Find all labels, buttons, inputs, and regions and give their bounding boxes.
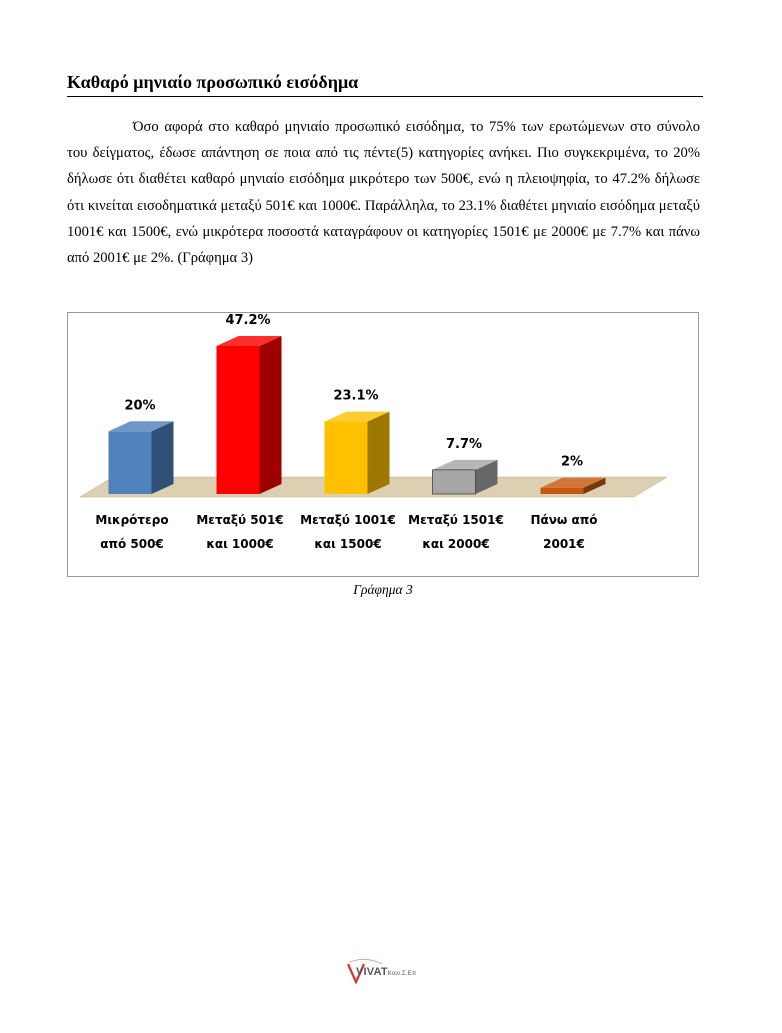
section-title: Καθαρό μηνιαίο προσωπικό εισόδημα [67,72,703,97]
body-paragraph: Όσο αφορά στο καθαρό μηνιαίο προσωπικό εισόδημα, το 75% των ερωτώμενων στο σύνολο του δείγματος, έδωσε απάντηση σε ποια από τις πέντε(5) κατηγορίες ανήκει. Πιο συγκεκριμένα, το 20% δήλωσε ότι διαθέτει καθαρό μηνιαίο εισόδημα μικρότερο των 500€, ενώ η πλειοψηφία, το 47.2% δήλωσε ότι κινείται εισοδηματικά μεταξύ 501€ και 1000€. Παράλληλα, το 23.1% διαθέτει μηνιαίο εισόδημα μεταξύ 1001€ και 1500€, ενώ μικρότερα ποσοστά καταγράφουν οι κατηγορίες 1501€ με 2000€ με 7.7% και πάνω από 2001€ με 2%. (Γράφημα 3) [67,119,700,267]
bar-4-front [433,470,476,494]
category-label-2-line-2: και 1000€ [206,537,274,551]
category-label-1-line-1: Μικρότερο [95,513,169,527]
data-label-2: 47.2% [225,313,271,328]
chart-caption: Γράφημα 3 [353,582,413,597]
bar-3-side [368,412,390,494]
bar-chart [68,313,700,578]
bar-3-front [325,422,368,494]
category-label-3-line-2: και 1500€ [314,537,382,551]
bar-2-side [260,336,282,494]
category-label-2-line-1: Μεταξύ 501€ [196,513,284,527]
bar-2-front [217,346,260,494]
data-label-1: 20% [124,398,156,414]
category-label-4-line-2: και 2000€ [422,537,490,551]
category-label-5-line-2: 2001€ [543,537,585,551]
data-label-4: 7.7% [445,436,483,452]
category-label-3-line-1: Μεταξύ 1001€ [300,513,396,527]
bar-5-front [541,488,584,494]
logo-text: VIVATΚοιν.Σ.Επ [356,966,417,978]
bar-1-front [109,431,152,494]
bar-1-side [152,421,174,494]
data-label-3: 23.1% [333,388,379,404]
category-label-1-line-2: από 500€ [100,537,164,551]
category-label-5-line-1: Πάνω από [530,513,598,527]
footer-logo [346,958,426,988]
chart-frame [67,312,699,577]
data-label-5: 2% [560,454,584,470]
category-label-4-line-1: Μεταξύ 1501€ [408,513,504,527]
